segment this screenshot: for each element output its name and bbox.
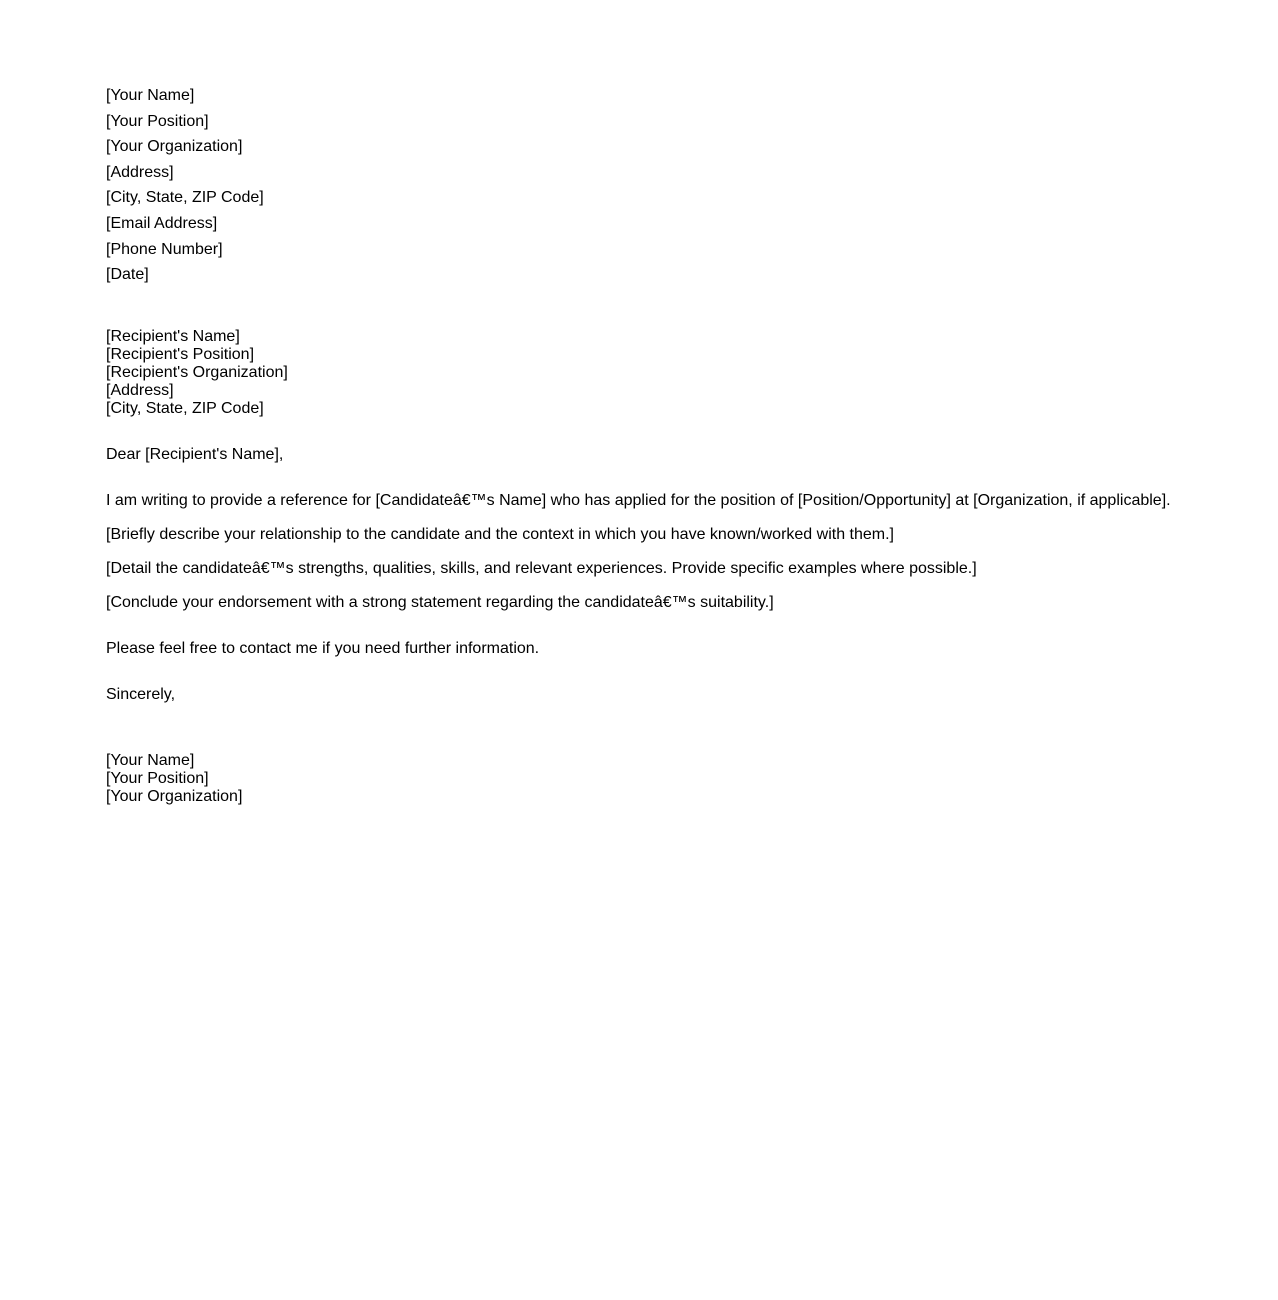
sender-name: [Your Name] (106, 87, 195, 104)
letter-date: [Date] (106, 266, 149, 283)
signature-organization: [Your Organization] (106, 788, 243, 805)
body-paragraph-relationship: [Briefly describe your relationship to the candidate and the context in which you have known/worked with them.] (106, 526, 894, 543)
signature-position: [Your Position] (106, 770, 209, 787)
sender-position: [Your Position] (106, 113, 209, 130)
closing: Sincerely, (106, 686, 176, 703)
closing-note: Please feel free to contact me if you need further information. (106, 640, 540, 657)
recipient-organization: [Recipient's Organization] (106, 364, 288, 381)
sender-phone: [Phone Number] (106, 241, 223, 258)
body-paragraph-intro: I am writing to provide a reference for [Candidateâ€™s Name] who has applied for the position of [Position/Opportunity] at [Organization, if applicable]. (106, 492, 1171, 509)
recipient-address: [Address] (106, 382, 174, 399)
recipient-position: [Recipient's Position] (106, 346, 255, 363)
sender-organization: [Your Organization] (106, 138, 243, 155)
sender-address: [Address] (106, 164, 174, 181)
recipient-name: [Recipient's Name] (106, 328, 240, 345)
sender-city-state-zip: [City, State, ZIP Code] (106, 189, 264, 206)
recipient-city-state-zip: [City, State, ZIP Code] (106, 400, 264, 417)
sender-email: [Email Address] (106, 215, 218, 232)
salutation: Dear [Recipient's Name], (106, 446, 284, 463)
body-paragraph-conclusion: [Conclude your endorsement with a strong statement regarding the candidateâ€™s suitability.] (106, 594, 774, 611)
signature-name: [Your Name] (106, 752, 195, 769)
body-paragraph-strengths: [Detail the candidateâ€™s strengths, qualities, skills, and relevant experiences. Provide specific examples where possible.] (106, 560, 977, 577)
